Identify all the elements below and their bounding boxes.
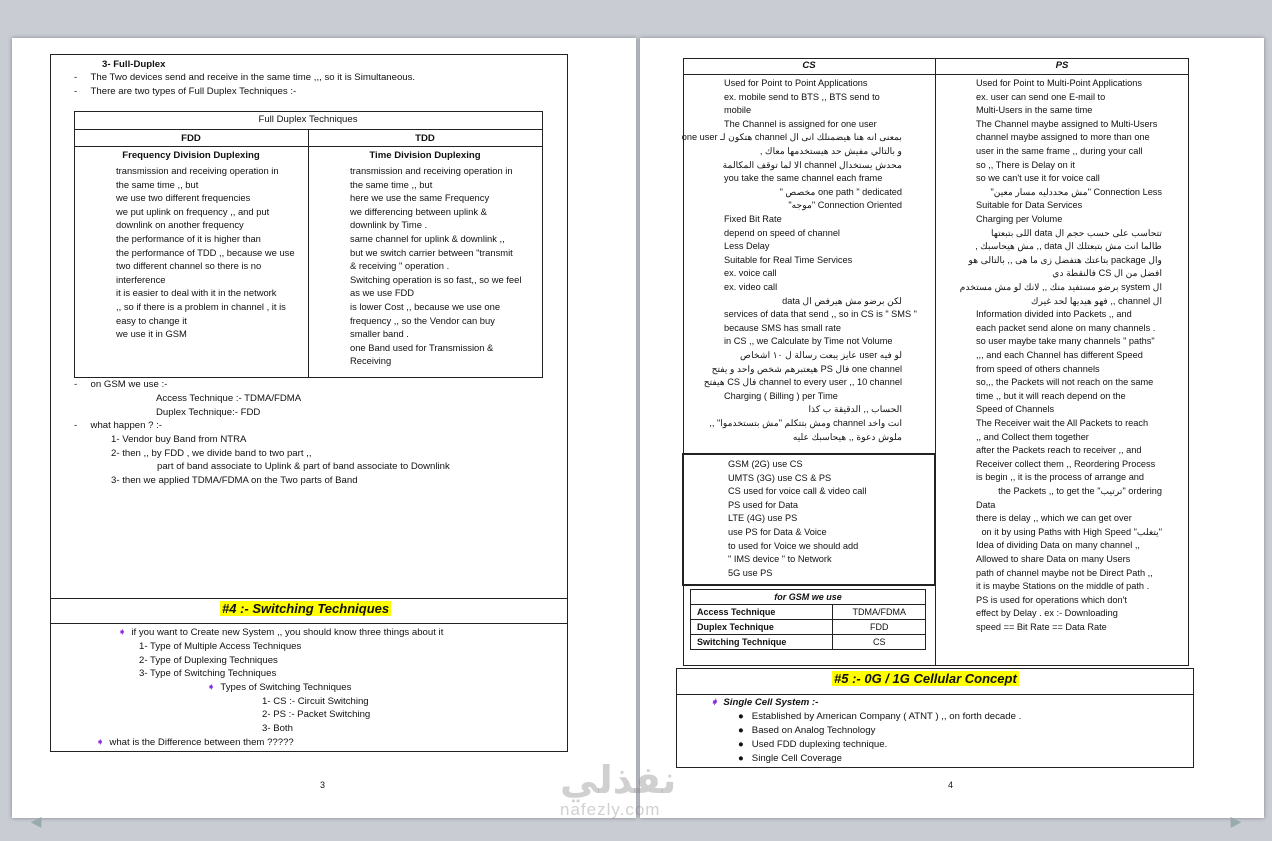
ps-line: each packet send alone on many channels . xyxy=(976,322,1156,333)
gsm-row-value: FDD xyxy=(833,620,926,635)
cs-header: CS xyxy=(802,60,816,71)
ps-line: ال system برضو مستفيد منك ,, لانك لو مش مستخدم xyxy=(959,282,1162,292)
cs-line: Charging ( Billing ) per Time xyxy=(724,390,838,401)
ps-line: is begin ,, it is the process of arrange and xyxy=(976,472,1145,483)
bullet-arrow-icon: ➧ xyxy=(96,737,105,748)
ps-line: so ,, There is Delay on it xyxy=(976,159,1075,170)
table-title: Full Duplex Techniques xyxy=(258,114,358,125)
ps-line: Connection Less "مش محددليه مسار معين" xyxy=(990,186,1162,197)
ps-line: so we can't use it for voice call xyxy=(976,173,1100,184)
ps-line: time ,, but it will reach depend on the xyxy=(976,390,1126,401)
cs-line: one path " dedicated مخصص " xyxy=(779,186,902,197)
gsm-row-label: Duplex Technique xyxy=(691,620,833,635)
fdd-line: easy to change it xyxy=(116,314,187,326)
tdd-line: is lower Cost ,, because we use one xyxy=(350,301,501,312)
ps-line: ,, and Collect them together xyxy=(976,431,1089,442)
cs-line: ex. voice call xyxy=(724,268,777,279)
fdd-line: interference xyxy=(116,273,166,285)
ps-line: so user maybe take many channels " paths" xyxy=(976,336,1155,347)
tdd-line: smaller band . xyxy=(350,328,409,340)
ps-header: PS xyxy=(1055,60,1069,71)
intro-line: - There are two types of Full Duplex Techniques :- xyxy=(74,86,297,97)
ps-line: so,,, the Packets will not reach on the same xyxy=(976,377,1154,388)
cs-line: لو فيه user عايز يبعت رسالة ل ١٠ اشخاص xyxy=(740,350,902,360)
cs-line: in CS ,, we Calculate by Time not Volume xyxy=(724,336,893,347)
bullet-arrow-icon: ➧ xyxy=(710,697,719,708)
switching-types: ➧ Types of Switching Techniques xyxy=(207,682,352,693)
tdd-line: Receiving xyxy=(350,355,392,367)
usage-line: 5G use PS xyxy=(728,567,773,578)
single-cell-item: ● Single Cell Coverage xyxy=(738,753,842,764)
gsm-table-title: for GSM we use xyxy=(691,590,926,605)
ps-line: Suitable for Data Services xyxy=(976,200,1083,211)
tdd-line: one Band used for Transmission & xyxy=(350,341,494,353)
gsm-duplex: Duplex Technique:- FDD xyxy=(156,407,261,418)
cs-line: The Channel is assigned for one user xyxy=(724,118,877,129)
tdd-line: we differencing between uplink & xyxy=(350,205,487,217)
fdd-line: we put uplink on frequency ,, and put xyxy=(116,205,270,217)
fdd-line: two different channel so there is no xyxy=(116,260,262,272)
ps-line: The Channel maybe assigned to Multi-Users xyxy=(976,118,1158,129)
bullet-arrow-icon: ➧ xyxy=(118,627,127,638)
ps-line: افضل من ال CS فالنقطة دي xyxy=(1052,268,1162,279)
fdd-line: it is easier to deal with it in the network xyxy=(116,287,277,299)
gsm-use: - on GSM we use :- xyxy=(74,379,168,390)
ps-line: there is delay ,, which we can get over xyxy=(976,513,1132,524)
usage-line: UMTS (3G) use CS & PS xyxy=(728,472,832,483)
single-cell-item: ● Based on Analog Technology xyxy=(738,725,876,736)
page-number: 4 xyxy=(948,780,954,790)
ps-line: ordering "ترتيب" the Packets ,, to get the xyxy=(998,486,1162,496)
fdd-line: we use it in GSM xyxy=(116,328,187,340)
fdd-line: the performance of TDD ,, because we use xyxy=(116,246,295,258)
intro-line: - The Two devices send and receive in the same time ,,, so it is Simultaneous. xyxy=(74,72,416,83)
ps-line: Allowed to share Data on many Users xyxy=(976,554,1131,564)
usage-line: to used for Voice we should add xyxy=(728,540,859,551)
what-happen: - what happen ? :- xyxy=(74,420,163,431)
cs-line: ملوش دعوة ,, هيحاسبك عليه xyxy=(792,431,902,442)
left-arrow-icon[interactable]: ◀ xyxy=(30,813,42,829)
usage-line: LTE (4G) use PS xyxy=(728,513,798,524)
cs-line: الحساب ,, الدقيقة ب كذا xyxy=(808,404,902,415)
usage-line: CS used for voice call & video call xyxy=(728,486,867,497)
document-page-left xyxy=(12,38,636,818)
cs-line: لكن برضو مش هيرفض ال data xyxy=(782,295,902,306)
ps-line: The Receiver wait the All Packets to reach xyxy=(976,418,1149,428)
ps-line: effect by Delay . ex :- Downloading xyxy=(976,608,1118,619)
tdd-line: as we use FDD xyxy=(350,287,415,299)
tdd-subheader: Time Division Duplexing xyxy=(369,150,481,161)
cs-line: بمعنى انه هنا هيضمنلك انى ال channel هتكون لـ one user xyxy=(681,132,902,143)
tdd-line: same channel for uplink & downlink ,, xyxy=(350,233,505,244)
document-page-right xyxy=(640,38,1264,818)
step-item: 3- then we applied TDMA/FDMA on the Two parts of Band xyxy=(111,475,358,486)
watermark-latin: nafezly.com xyxy=(560,800,661,819)
ps-line: Idea of dividing Data on many channel ,, xyxy=(976,540,1140,551)
fdd-line: we use two different frequencies xyxy=(116,192,251,204)
switching-type-item: 2- PS :- Packet Switching xyxy=(262,709,371,720)
watermark-arabic: نفذلي xyxy=(560,758,677,802)
ps-line: speed == Bit Rate == Data Rate xyxy=(976,622,1107,632)
cs-line: انت واخد channel ومش بتتكلم "مش بتستخدموا" ,, xyxy=(709,418,902,428)
tdd-line: here we use the same Frequency xyxy=(350,192,490,204)
switching-difference: ➧ what is the Difference between them ????? xyxy=(96,737,294,748)
tdd-line: Switching operation is so fast,, so we feel xyxy=(350,273,522,285)
gsm-summary-table xyxy=(690,589,926,650)
tdd-line: the same time ,, but xyxy=(350,178,433,190)
usage-line: GSM (2G) use CS xyxy=(728,459,803,469)
ps-line: Data xyxy=(976,499,996,510)
cs-line: Less Delay xyxy=(724,241,770,252)
cs-line: Used for Point to Point Applications xyxy=(724,78,868,88)
full-duplex-heading: 3- Full-Duplex xyxy=(102,59,166,70)
ps-line: ,,, and each Channel has different Speed xyxy=(976,350,1143,360)
cs-line: محدش يستخدال channel الا لما توقف المكالمة xyxy=(722,159,902,170)
fdd-header: FDD xyxy=(181,133,201,144)
gsm-row-label: Access Technique xyxy=(691,605,833,620)
ps-line: path of channel maybe not be Direct Path ,, xyxy=(976,567,1153,578)
tdd-line: frequency ,, so the Vendor can buy xyxy=(350,314,495,326)
cs-line: channel to every user ,, 10 channel فال CS هيفتح xyxy=(703,377,902,388)
tdd-line: & receiving " operation . xyxy=(350,260,450,272)
cs-line: ex. video call xyxy=(724,282,778,292)
ps-line: it is maybe Stations on the middle of path . xyxy=(976,581,1150,592)
step-item: 2- then ,, by FDD , we divide band to two part ,, xyxy=(111,448,312,459)
section4-title: #4 :- Switching Techniques xyxy=(222,601,390,616)
cs-line: و بالتالي مفيش حد هيستخدمها معاك , xyxy=(759,146,902,156)
ps-line: وال package بتاعتك هتفضل زى ما هى ,, بالتالى هو xyxy=(968,254,1162,265)
ps-line: Charging per Volume xyxy=(976,214,1063,224)
right-arrow-icon[interactable]: ▶ xyxy=(1230,813,1242,829)
switching-intro: ➧ if you want to Create new System ,, you should know three things about it xyxy=(118,627,444,638)
ps-line: user in the same frame ,, during your call xyxy=(976,146,1143,156)
fdd-line: ,, so if there is a problem in channel , it is xyxy=(116,301,286,312)
cs-line: one channel فال PS هيعتبرهم شخص واحد و يفتح xyxy=(711,363,902,374)
gsm-row-value: TDMA/FDMA xyxy=(833,605,926,620)
ps-line: Receiver collect them ,, Reordering Process xyxy=(976,458,1156,469)
tdd-line: but we switch carrier between "transmit xyxy=(350,246,513,258)
tdd-line: transmission and receiving operation in xyxy=(350,165,513,176)
switching-type-item: 1- CS :- Circuit Switching xyxy=(262,696,369,707)
gsm-row-value: CS xyxy=(833,635,926,650)
fdd-line: the performance of it is higher than xyxy=(116,233,261,244)
ps-line: تتحاسب على حسب حجم ال data اللى بتبعتها xyxy=(991,227,1162,238)
fdd-subheader: Frequency Division Duplexing xyxy=(122,150,260,161)
section5-title: #5 :- 0G / 1G Cellular Concept xyxy=(834,671,1017,686)
switching-item: 1- Type of Multiple Access Techniques xyxy=(139,641,302,652)
switching-item: 3- Type of Switching Techniques xyxy=(139,668,277,679)
ps-line: Multi-Users in the same time xyxy=(976,105,1093,116)
ps-line: طالما انت مش بتبعتلك ال data ,, مش هيحاسبك , xyxy=(975,241,1162,252)
cs-line: depend on speed of channel xyxy=(724,227,840,238)
ps-line: "يتغلب" on it by using Paths with High Speed xyxy=(981,526,1162,537)
cs-line: mobile xyxy=(724,105,752,116)
gsm-row-label: Switching Technique xyxy=(691,635,833,650)
tdd-header: TDD xyxy=(415,133,435,144)
single-cell-heading: ➧ Single Cell System :- xyxy=(710,697,819,708)
tdd-line: downlink by Time . xyxy=(350,219,428,231)
usage-line: " IMS device " to Network xyxy=(728,554,832,565)
bullet-arrow-icon: ➧ xyxy=(207,682,216,693)
gsm-access: Access Technique :- TDMA/FDMA xyxy=(156,393,302,404)
ps-line: Speed of Channels xyxy=(976,404,1055,415)
single-cell-item: ● Established by American Company ( ATNT ) ,, on forth decade . xyxy=(738,711,1022,722)
cs-line: Connection Oriented "موجه" xyxy=(788,200,902,211)
switching-item: 2- Type of Duplexing Techniques xyxy=(139,655,278,666)
ps-line: Used for Point to Multi-Point Applications xyxy=(976,78,1142,88)
watermark xyxy=(560,760,676,820)
cs-line: services of data that send ,, so in CS is " SMS " xyxy=(724,309,917,320)
cs-line: you take the same channel each frame xyxy=(724,173,883,184)
step-item: part of band associate to Uplink & part of band associate to Downlink xyxy=(157,461,450,472)
step-item: 1- Vendor buy Band from NTRA xyxy=(111,434,247,445)
usage-line: PS used for Data xyxy=(728,499,798,510)
ps-line: ال channel ,, فهو هيديها لحد غيرك xyxy=(1030,295,1162,306)
ps-line: from speed of others channels xyxy=(976,363,1100,374)
fdd-line: transmission and receiving operation in xyxy=(116,165,279,176)
usage-line: use PS for Data & Voice xyxy=(728,527,827,537)
switching-type-item: 3- Both xyxy=(262,723,293,734)
ps-line: Information divided into Packets ,, and xyxy=(976,309,1132,320)
cs-line: Suitable for Real Time Services xyxy=(724,254,853,265)
fdd-line: downlink on another frequency xyxy=(116,219,244,231)
ps-line: PS is used for operations which don't xyxy=(976,594,1127,605)
cs-line: Fixed Bit Rate xyxy=(724,214,782,224)
cs-line: ex. mobile send to BTS ,, BTS send to xyxy=(724,91,880,102)
ps-line: ex. user can send one E-mail to xyxy=(976,91,1106,102)
fdd-line: the same time ,, but xyxy=(116,178,199,190)
ps-line: channel maybe assigned to more than one xyxy=(976,132,1150,143)
page-number: 3 xyxy=(320,780,326,790)
single-cell-item: ● Used FDD duplexing technique. xyxy=(738,739,888,750)
cs-line: because SMS has small rate xyxy=(724,322,841,333)
ps-line: after the Packets reach to receiver ,, and xyxy=(976,445,1142,456)
